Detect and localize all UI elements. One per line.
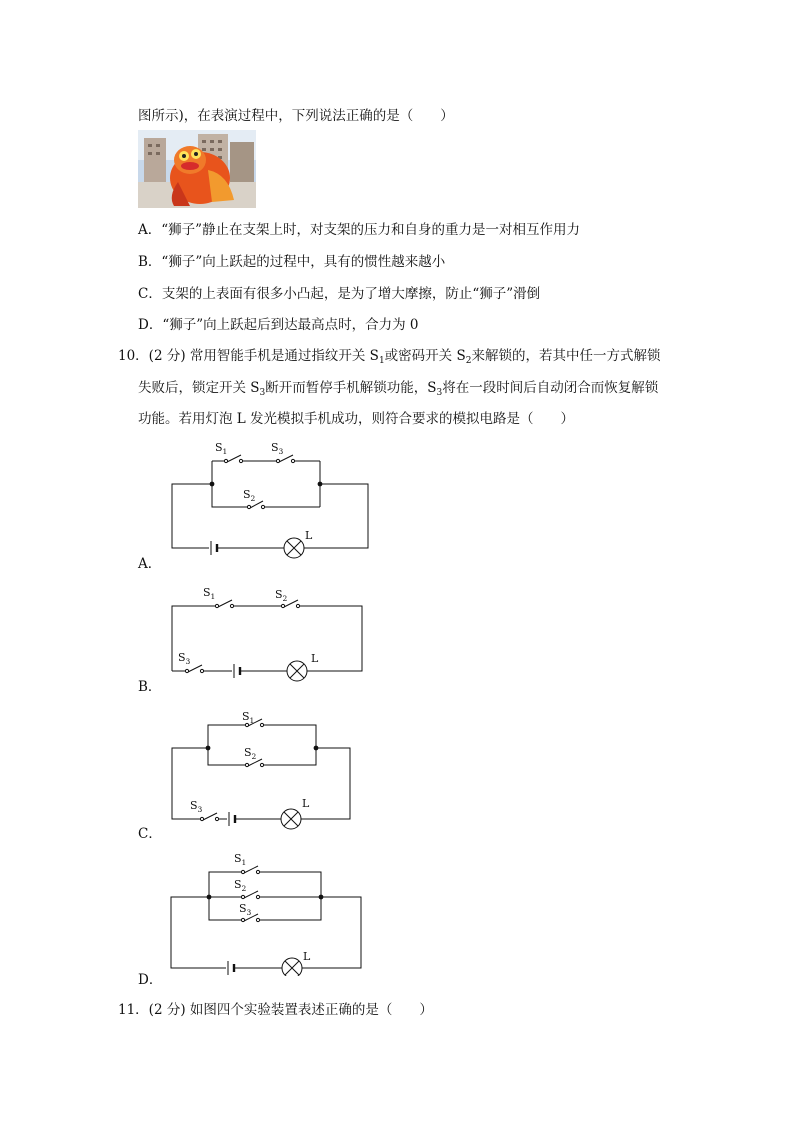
circuit-c-diagram xyxy=(165,705,380,830)
circuit-d-diagram xyxy=(165,848,380,976)
circuit-a-s1-label: $S_1$ xyxy=(215,441,228,456)
q9-stem-tail: 图所示)，在表演过程中，下列说法正确的是（ ） xyxy=(138,108,454,124)
q10-option-a[interactable]: A． xyxy=(138,556,162,572)
q9-option-b[interactable]: B．“狮子”向上跃起的过程中，具有的惯性越来越小 xyxy=(138,254,446,270)
q10-stem-line3: 功能。若用灯泡 L 发光模拟手机成功，则符合要求的模拟电路是（ ） xyxy=(138,411,575,427)
circuit-d-lamp-label: L xyxy=(303,950,311,963)
circuit-a-lamp-label: L xyxy=(305,529,313,542)
circuit-c-s3-label: $S_3$ xyxy=(190,799,203,814)
circuit-b-s3-label: $S_3$ xyxy=(178,651,191,666)
q10-stem-line2: 失败后，锁定开关 $S_3$断开而暂停手机解锁功能，$S_3$将在一段时间后自动闭合而恢复解锁 xyxy=(138,380,659,398)
circuit-a-s3-label: $S_3$ xyxy=(271,441,284,456)
q9-option-d[interactable]: D．“狮子”向上跃起后到达最高点时，合力为 0 xyxy=(138,317,419,333)
q10-option-b[interactable]: B． xyxy=(138,679,162,695)
circuit-d-s3-label: $S_3$ xyxy=(239,902,252,917)
q9-option-c[interactable]: C．支架的上表面有很多小凸起，是为了增大摩擦，防止“狮子”滑倒 xyxy=(138,286,541,302)
circuit-b-s1-label: $S_1$ xyxy=(203,586,216,601)
circuit-b-diagram xyxy=(165,582,380,687)
circuit-c-s2-label: $S_2$ xyxy=(244,746,257,761)
circuit-a-diagram xyxy=(165,435,380,560)
lion-dance-photo xyxy=(138,130,256,208)
q10-option-c[interactable]: C． xyxy=(138,826,162,842)
circuit-c-s1-label: $S_1$ xyxy=(242,710,255,725)
q11-stem: 11．(2 分) 如图四个实验装置表述正确的是（ ） xyxy=(118,1002,433,1018)
q10-option-d[interactable]: D． xyxy=(138,972,163,988)
circuit-b-s2-label: $S_2$ xyxy=(275,588,288,603)
circuit-a-s2-label: $S_2$ xyxy=(243,488,256,503)
circuit-d-s1-label: $S_1$ xyxy=(234,852,247,867)
q10-stem-line1: 10．(2 分) 常用智能手机是通过指纹开关 $S_1$或密码开关 $S_2$来解锁的，若其中任一方式解锁 xyxy=(118,348,661,366)
circuit-b-lamp-label: L xyxy=(311,652,319,665)
circuit-d-s2-label: $S_2$ xyxy=(234,878,247,893)
q9-option-a[interactable]: A．“狮子”静止在支架上时，对支架的压力和自身的重力是一对相互作用力 xyxy=(138,222,581,238)
circuit-c-lamp-label: L xyxy=(302,797,310,810)
